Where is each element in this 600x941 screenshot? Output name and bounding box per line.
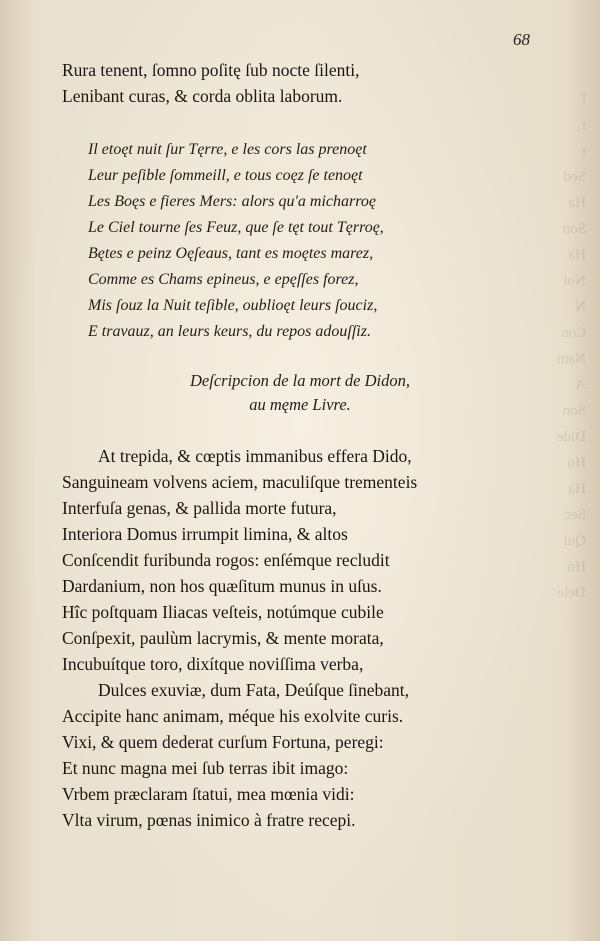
verse-line: Le Ciel tourne ſes Feuz, que ſe tęt tout Tęrroę,: [88, 219, 384, 236]
verse-line: Vrbem præclaram ſtatui, mea mœnia vidi:: [62, 784, 355, 804]
heading-line: Deſcripcion de la mort de Didon,: [190, 371, 410, 390]
verse-line: Accipite hanc animam, méque his exolvite curis.: [62, 706, 404, 726]
verse-line: Interfuſa genas, & pallida morte futura,: [62, 498, 337, 518]
verse-line: Conſpexit, paulùm lacrymis, & mente morata,: [62, 628, 384, 648]
verse-line: Il etoęt nuit ſur Tęrre, e les cors las prenoęt: [88, 141, 367, 158]
french-verse: [0, 137, 600, 345]
section-heading: [0, 369, 600, 417]
verse-line: Incubuítque toro, dixítque noviſſima verba,: [62, 654, 364, 674]
latin-verse-bottom: [0, 443, 600, 833]
verse-line: E travauz, an leurs keurs, du repos adouſſiz.: [88, 323, 371, 340]
heading-line: au męme Livre.: [249, 395, 351, 414]
verse-line: Vlta virum, pœnas inimico à fratre recepi.: [62, 810, 356, 830]
verse-line: Vixi, & quem dederat curſum Fortuna, peregi:: [62, 732, 384, 752]
verse-line: Bętes e peinz Oęſeaus, tant es moętes marez,: [88, 245, 374, 262]
verse-line: Interiora Domus irrumpit limina, & altos: [62, 524, 348, 544]
verse-line: Dulces exuviæ, dum Fata, Deúſque ſinebant,: [98, 680, 410, 700]
verse-line: Dardanium, non hos quæſitum munus in uſus.: [62, 576, 382, 596]
verse-line: Mis ſouz la Nuit teſible, oublioęt leurs ſouciz,: [88, 297, 378, 314]
verse-line: Et nunc magna mei ſub terras ibit imago:: [62, 758, 349, 778]
latin-verse-top: [0, 57, 600, 109]
page-number: 68: [513, 30, 530, 49]
verse-line: Rura tenent, ſomno poſitę ſub nocte ſilenti,: [62, 60, 360, 80]
verse-line: Comme es Chams epineus, e epęſſes forez,: [88, 271, 359, 288]
verse-line: Sanguineam volvens aciem, maculiſque trementeis: [62, 472, 418, 492]
verse-line: Hîc poſtquam Iliacas veſteis, notúmque cubile: [62, 602, 384, 622]
show-through-text: ſ ɪ ɪ Sed Ha Son Ha Noſ N Con Nam A Son Dide Ho Ha Sec Qui Ho Dele: [556, 91, 586, 601]
verse-line: Leur peſible ſommeill, e tous coęz ſe tenoęt: [88, 167, 363, 184]
verse-line: At trepida, & cœptis immanibus effera Dido,: [98, 446, 412, 466]
verse-line: Conſcendit furibunda rogos: enſémque recludit: [62, 550, 390, 570]
verse-line: Les Boęs e fieres Mers: alors qu'a micharroę: [88, 193, 376, 210]
verse-line: Lenibant curas, & corda oblita laborum.: [62, 86, 343, 106]
